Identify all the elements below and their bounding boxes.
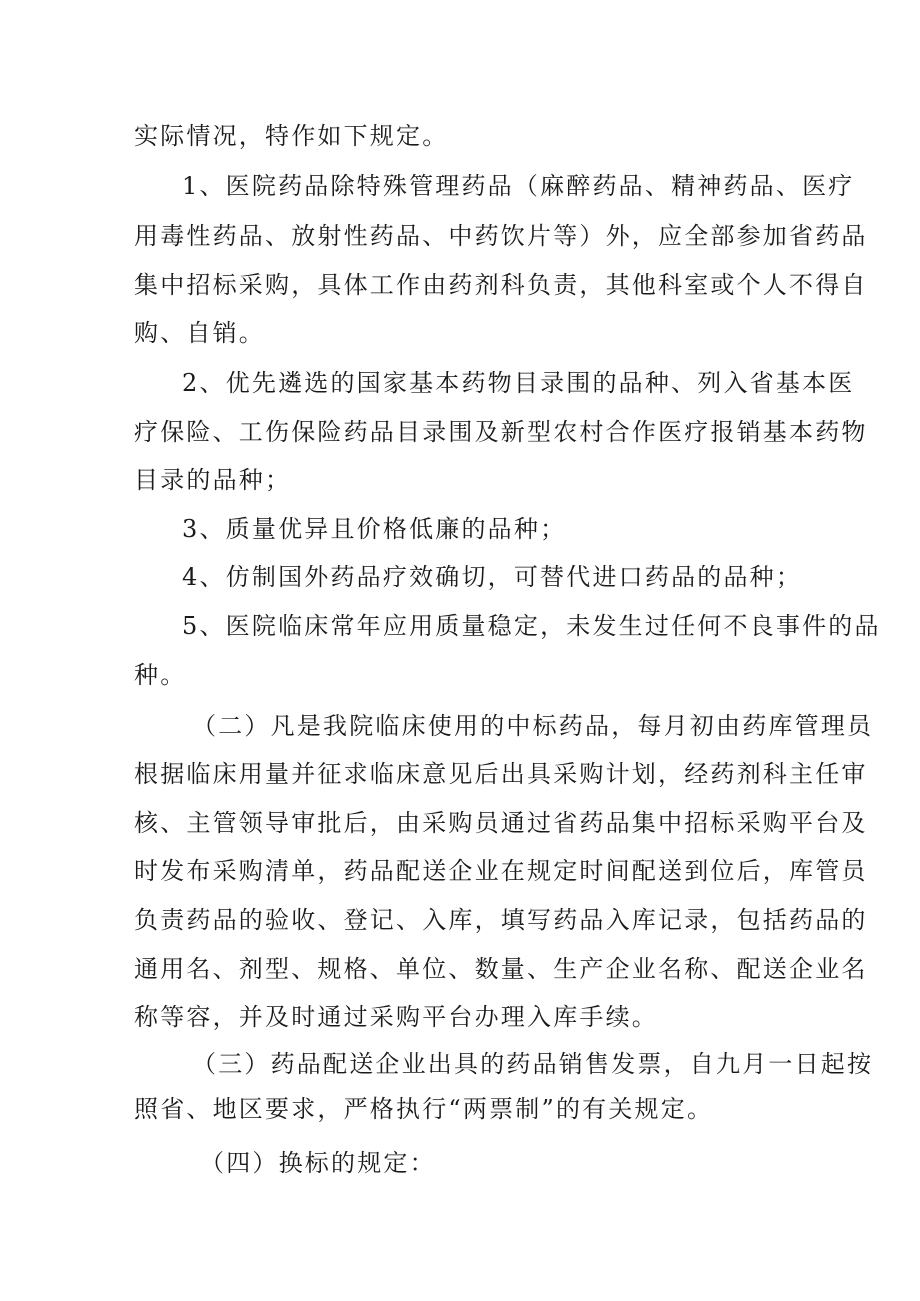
text-line: （四）换标的规定： — [200, 1149, 436, 1177]
text-line: 根据临床用量并征求临床意见后出具采购计划，经药剂科主任审 — [134, 760, 868, 788]
text-line: 疗保险、工伤保险药品目录围及新型农村合作医疗报销基本药物 — [134, 418, 868, 446]
text-line: 目录的品种； — [134, 466, 292, 494]
text-line: 集中招标采购，具体工作由药剂科负责，其他科室或个人不得自 — [134, 271, 868, 299]
text-line: （三）药品配送企业出具的药品销售发票，自九月一日起按 — [192, 1050, 874, 1078]
text-line: 负责药品的验收、登记、入库，填写药品入库记录，包括药品的 — [134, 906, 868, 934]
text-line: 核、主管领导审批后，由采购员通过省药品集中招标采购平台及 — [134, 809, 868, 837]
text-line: 称等容，并及时通过采购平台办理入库手续。 — [134, 1003, 658, 1031]
text-line: 实际情况，特作如下规定。 — [134, 122, 449, 150]
text-line: 时发布采购清单，药品配送企业在规定时间配送到位后，库管员 — [134, 857, 868, 885]
text-line: 4、仿制国外药品疗效确切，可替代进口药品的品种； — [182, 563, 803, 591]
text-line: 3、质量优异且价格低廉的品种； — [182, 515, 567, 543]
text-line: 照省、地区要求，严格执行“两票制”的有关规定。 — [134, 1095, 714, 1123]
text-line: 用毒性药品、放射性药品、中药饮片等）外，应全部参加省药品 — [134, 222, 868, 250]
text-line: 5、医院临床常年应用质量稳定，未发生过任何不良事件的品 — [182, 612, 881, 640]
text-line: （二）凡是我院临床使用的中标药品，每月初由药库管理员 — [192, 712, 874, 740]
text-line: 购、自销。 — [134, 319, 265, 347]
text-line: 2、优先遴选的国家基本药物目录围的品种、列入省基本医 — [182, 369, 855, 397]
text-line: 种。 — [134, 661, 187, 689]
text-line: 1、医院药品除特殊管理药品（麻醉药品、精神药品、医疗 — [182, 172, 855, 200]
text-line: 通用名、剂型、规格、单位、数量、生产企业名称、配送企业名 — [134, 955, 868, 983]
